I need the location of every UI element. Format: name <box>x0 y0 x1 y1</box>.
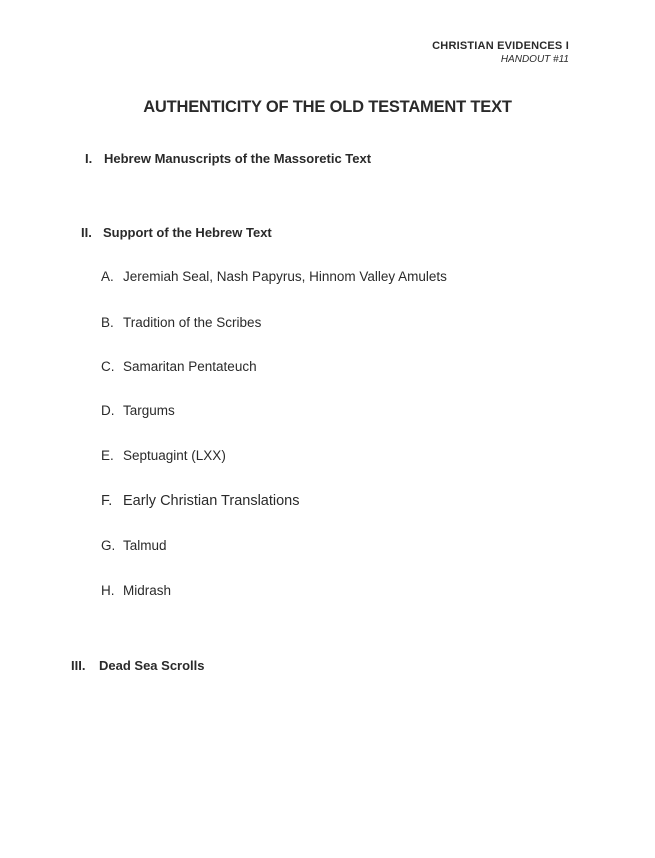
item-text: Midrash <box>123 583 172 598</box>
item-text: Jeremiah Seal, Nash Papyrus, Hinnom Valley Amulets <box>123 269 447 284</box>
item-letter: C. <box>101 359 115 374</box>
item-letter: A. <box>101 269 114 284</box>
section-numeral: III. <box>71 658 86 673</box>
section-heading <box>85 151 371 166</box>
list-item <box>101 269 447 284</box>
item-letter: E. <box>101 448 114 463</box>
header-block <box>432 40 569 66</box>
section-title: Dead Sea Scrolls <box>99 658 205 673</box>
section-heading <box>71 658 205 673</box>
item-text: Tradition of the Scribes <box>123 315 262 330</box>
list-item <box>101 493 300 509</box>
list-item <box>101 538 167 553</box>
item-text: Samaritan Pentateuch <box>123 359 257 374</box>
item-text: Talmud <box>123 538 167 553</box>
section-title: Support of the Hebrew Text <box>103 225 272 240</box>
section-title: Hebrew Manuscripts of the Massoretic Text <box>104 151 372 166</box>
list-item <box>101 448 226 463</box>
item-text: Early Christian Translations <box>123 493 300 509</box>
list-item <box>101 403 175 418</box>
section-numeral: II. <box>81 225 92 240</box>
item-text: Targums <box>123 403 175 418</box>
course-name: CHRISTIAN EVIDENCES I <box>432 40 569 52</box>
item-letter: F. <box>101 493 113 509</box>
page-title: AUTHENTICITY OF THE OLD TESTAMENT TEXT <box>143 98 512 116</box>
item-letter: D. <box>101 403 115 418</box>
section-numeral: I. <box>85 151 93 166</box>
list-item <box>101 315 261 330</box>
handout-number: HANDOUT #11 <box>500 54 569 65</box>
item-letter: B. <box>101 315 114 330</box>
list-item <box>101 359 257 374</box>
list-item <box>101 583 171 598</box>
section-heading <box>81 225 272 240</box>
item-letter: H. <box>101 583 115 598</box>
item-letter: G. <box>101 538 116 553</box>
item-text: Septuagint (LXX) <box>123 448 226 463</box>
